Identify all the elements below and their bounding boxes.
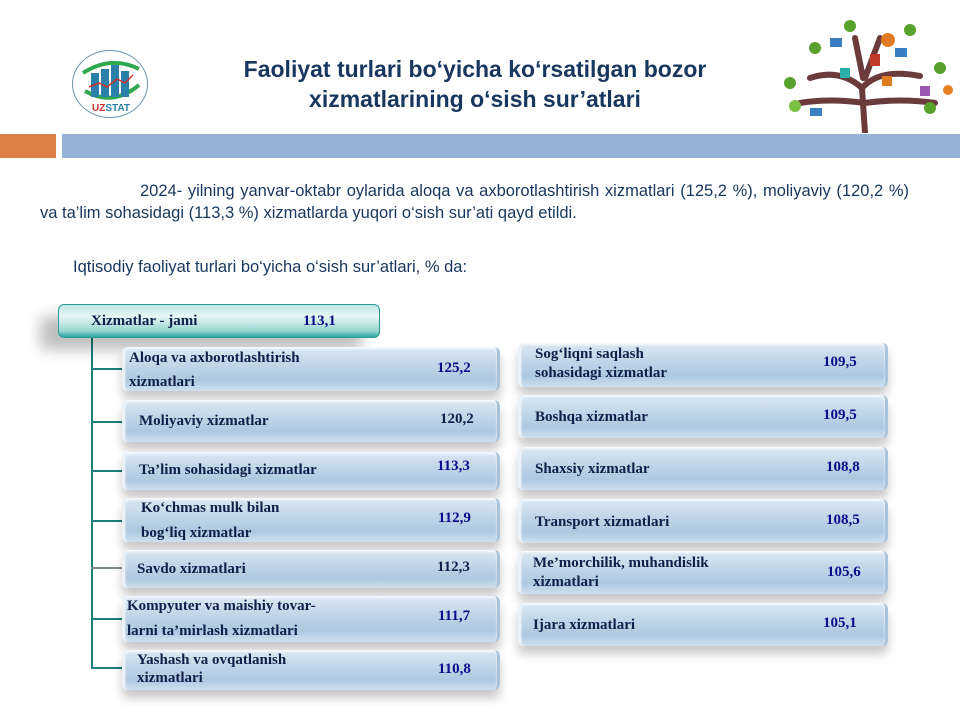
category-value: 105,6 — [827, 564, 861, 580]
category-box: Ko‘chmas mulk bilan bog‘liq xizmatlar 112,9 — [122, 498, 500, 542]
title-line-1: Faoliyat turlari bo‘yicha ko‘rsatilgan bozor — [243, 56, 707, 82]
category-box: Shaxsiy xizmatlar 108,8 — [518, 447, 888, 490]
connector — [91, 368, 123, 370]
category-value: 105,1 — [823, 615, 857, 631]
category-value: 113,3 — [437, 458, 470, 474]
intro-paragraph: 2024- yilning yanvar-oktabr oylarida aloqa va axborotlashtirish xizmatlari (125,2 %), moliyaviy (120,2 %) va ta’lim sohasidagi (113,3 %) xizmatlarda yuqori o‘sish sur’ati qayd etildi. — [40, 182, 909, 222]
category-box: Boshqa xizmatlar 109,5 — [518, 395, 888, 438]
category-value: 109,5 — [823, 354, 857, 370]
intro-subtitle: Iqtisodiy faoliyat turlari bo‘yicha o‘sish sur’atlari, % da: — [73, 258, 468, 276]
category-box: Kompyuter va maishiy tovar- larni ta’mirlash xizmatlari 111,7 — [122, 596, 500, 642]
category-value: 108,8 — [826, 459, 860, 475]
accent-bar-blue — [62, 134, 960, 158]
uzstat-logo — [72, 50, 148, 118]
category-value: 112,3 — [437, 559, 470, 575]
category-value: 111,7 — [438, 608, 471, 624]
category-value: 108,5 — [826, 512, 860, 528]
category-value: 120,2 — [440, 411, 474, 427]
bar-chart-icon — [73, 51, 148, 118]
category-value: 125,2 — [437, 360, 471, 376]
accent-bar-orange — [0, 134, 56, 158]
connector — [91, 520, 123, 522]
category-box: Ijara xizmatlari 105,1 — [518, 603, 888, 646]
connector — [91, 618, 123, 620]
category-value: 110,8 — [438, 661, 471, 677]
category-box: Transport xizmatlari 108,5 — [518, 499, 888, 543]
connector — [91, 421, 123, 423]
svg-text:UZSTAT: UZSTAT — [92, 103, 130, 114]
category-box: Moliyaviy xizmatlar 120,2 — [122, 400, 500, 442]
connector — [91, 667, 123, 669]
category-box: Ta’lim sohasidagi xizmatlar 113,3 — [122, 452, 500, 490]
total-box — [58, 304, 380, 338]
category-box: Yashash va ovqatlanish xizmatlari 110,8 — [122, 650, 500, 690]
connector — [91, 567, 123, 569]
category-box: Savdo xizmatlari 112,3 — [122, 550, 500, 588]
page-title — [180, 54, 770, 114]
title-line-2: xizmatlarining o‘sish sur’atlari — [309, 86, 641, 112]
category-box: Me’morchilik, muhandislik xizmatlari 105,6 — [518, 551, 888, 594]
total-value: 113,1 — [303, 313, 336, 329]
category-box: Sog‘liqni saqlash sohasidagi xizmatlar 109,5 — [518, 343, 888, 387]
category-value: 112,9 — [438, 510, 471, 526]
total-label: Xizmatlar - jami — [91, 313, 198, 329]
tree-icon — [770, 8, 960, 133]
category-box: Aloqa va axborotlashtirish xizmatlari 125,2 — [122, 347, 500, 391]
connector — [91, 470, 123, 472]
category-value: 109,5 — [823, 407, 857, 423]
